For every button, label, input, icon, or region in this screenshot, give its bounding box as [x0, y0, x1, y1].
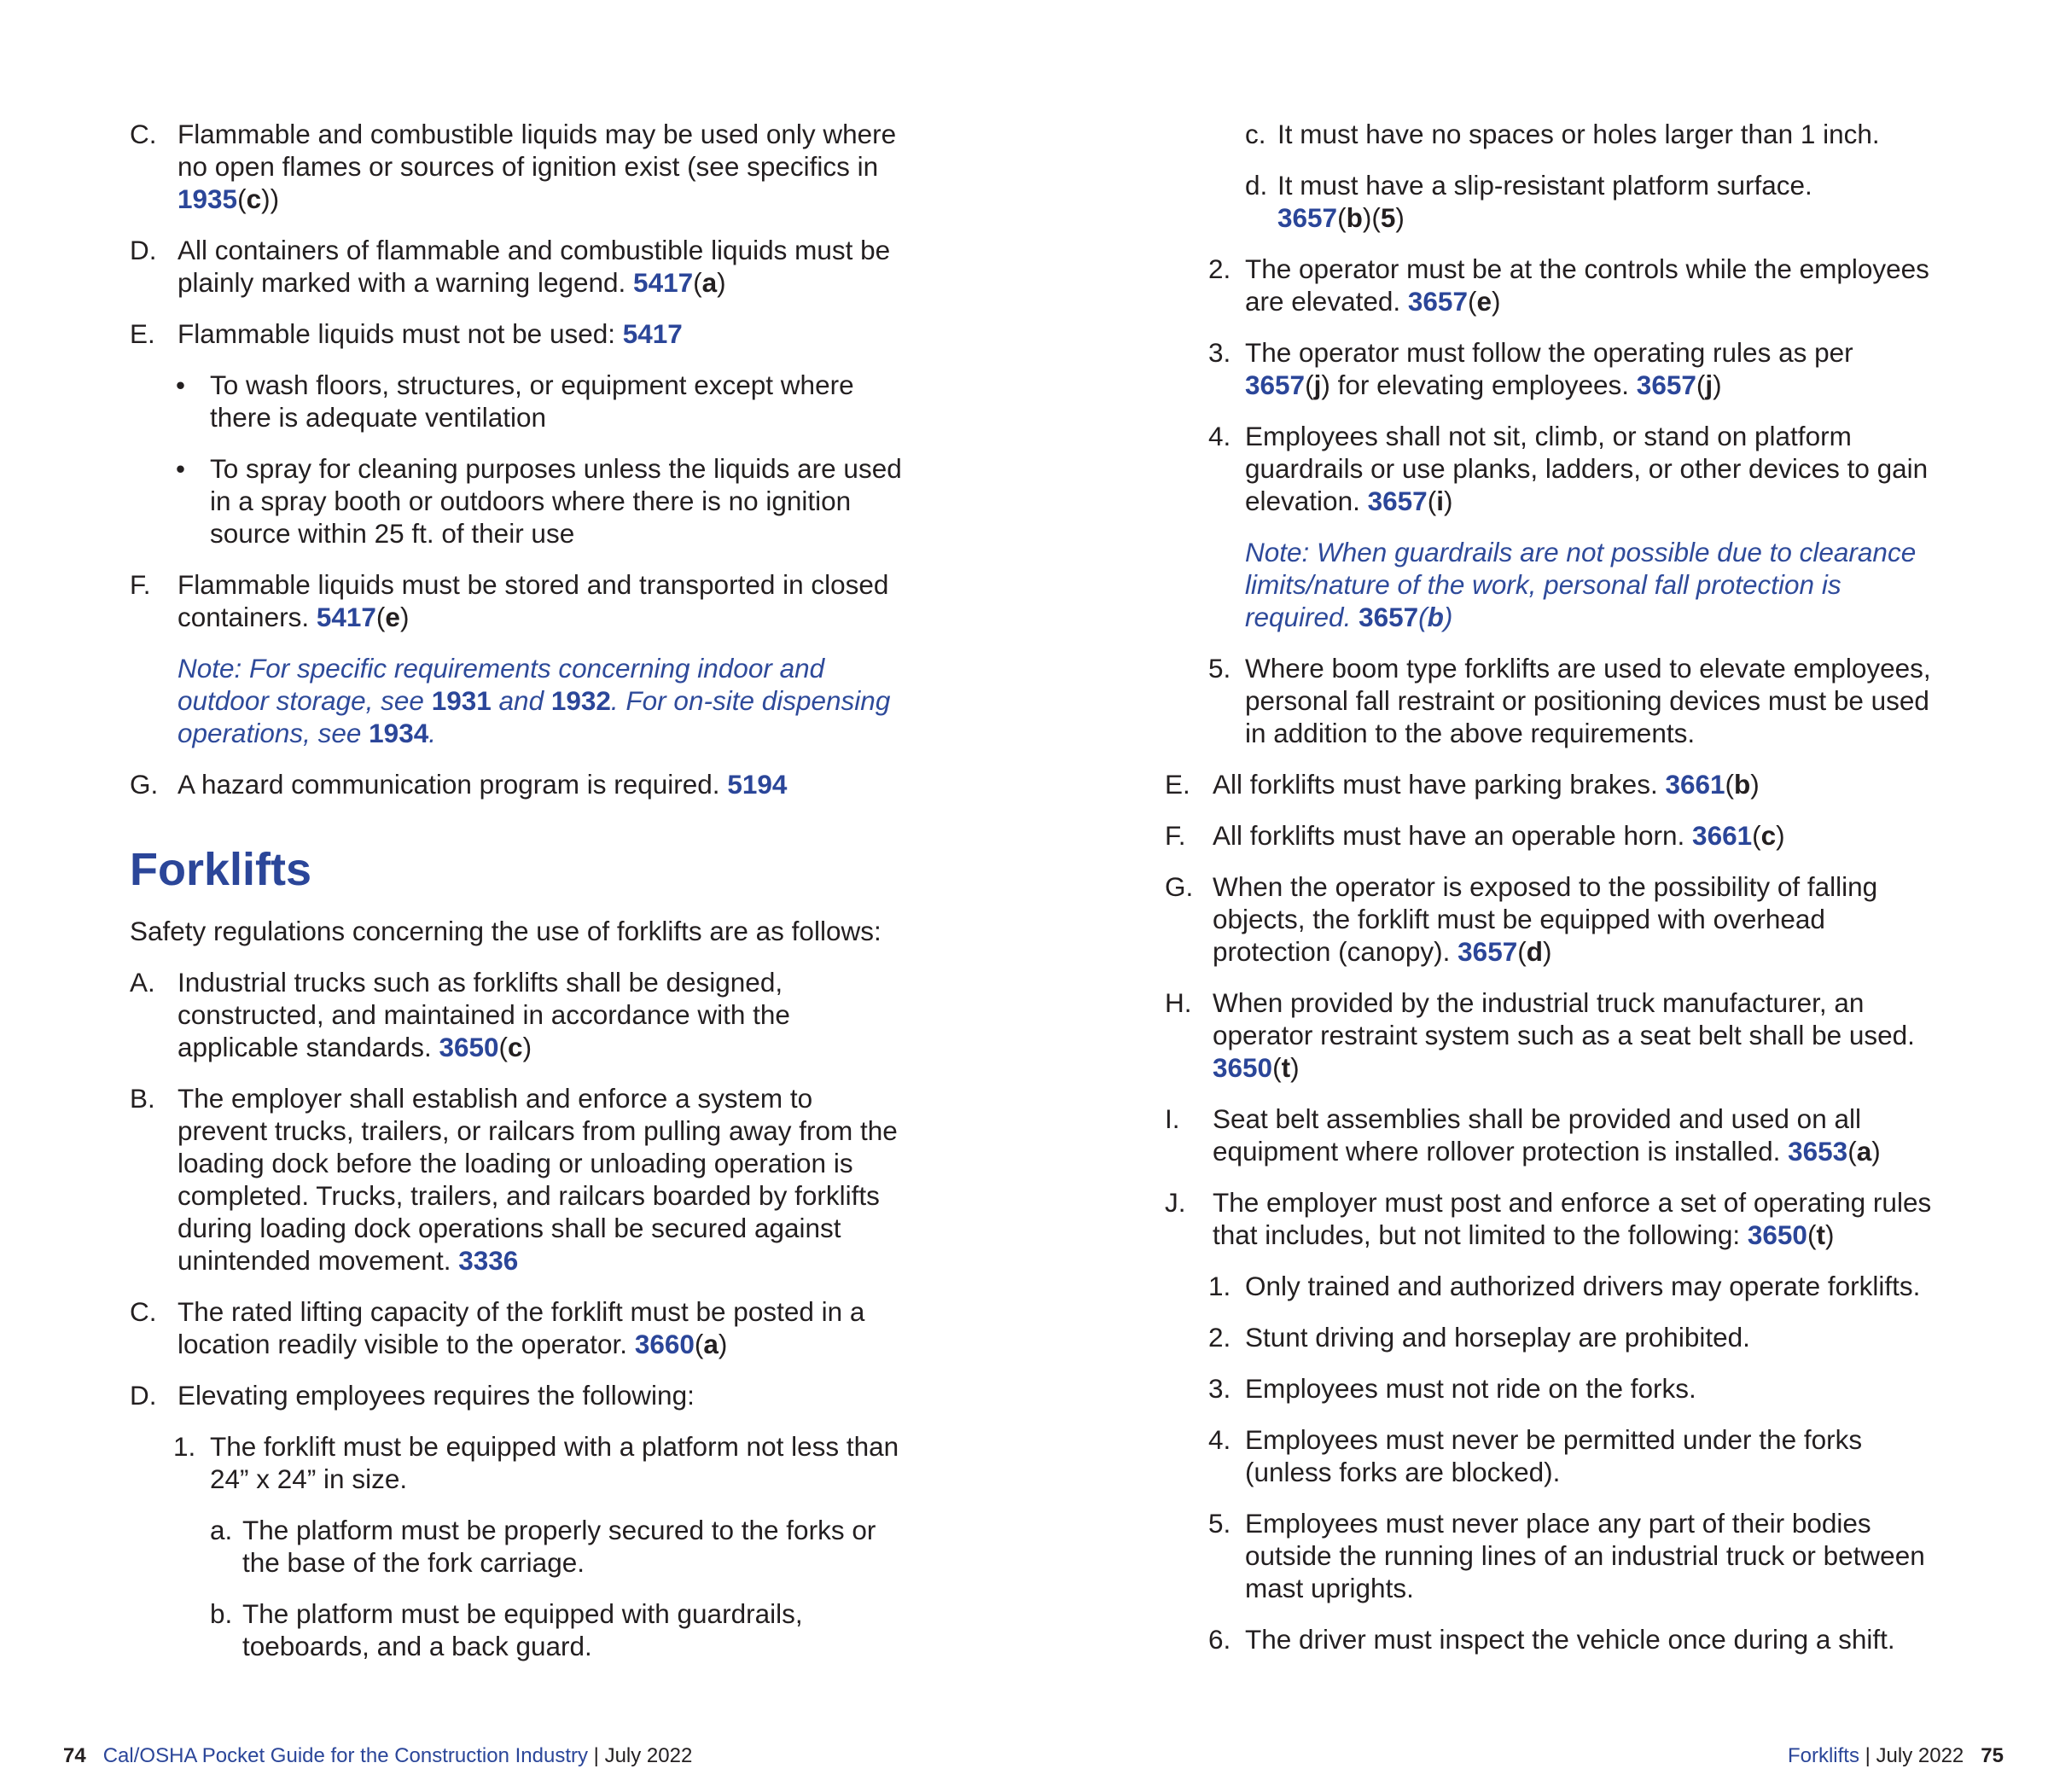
- item-text: The employer must post and enforce a set of operating rules that includes, but not limited to the following:: [1213, 1187, 1932, 1250]
- right-page-column: [1165, 118, 1950, 1674]
- paragraph-ref: c: [246, 183, 262, 214]
- item-text: Employees must never place any part of their bodies outside the running lines of an industrial truck or between mast uprights.: [1245, 1508, 1925, 1603]
- list-marker: 2.: [1208, 253, 1231, 284]
- regulation-ref[interactable]: 3661: [1665, 769, 1725, 800]
- forklift-item-I: I. Seat belt assemblies shall be provided and used on all equipment where rollover protection is installed. 3653(a): [1165, 1103, 1881, 1167]
- item-text: It must have no spaces or holes larger than 1 inch.: [1277, 119, 1880, 149]
- list-marker: G.: [1165, 871, 1194, 902]
- list-marker: 4.: [1208, 421, 1231, 451]
- bullet-item: [130, 452, 906, 550]
- bullet-marker: •: [176, 369, 186, 400]
- paragraph-ref: d: [1526, 936, 1543, 967]
- operating-rule: [1165, 1423, 1950, 1488]
- regulation-ref[interactable]: 1932: [550, 685, 611, 716]
- list-marker: 6.: [1208, 1624, 1231, 1655]
- item-text: When provided by the industrial truck manufacturer, an operator restraint system such as a seat belt shall be used.: [1213, 987, 1915, 1050]
- right-page-footer: [1788, 1743, 2004, 1769]
- forklift-item-G: G. When the operator is exposed to the possibility of falling objects, the forklift must be equipped with overhead protection (canopy). 3657(d): [1165, 871, 1878, 967]
- item-text: The platform must be properly secured to the forks or the base of the fork carriage.: [242, 1515, 876, 1578]
- page-number: 75: [1981, 1744, 2004, 1767]
- paragraph-ref: c: [1760, 820, 1777, 851]
- note-text: and: [491, 685, 551, 716]
- list-marker: B.: [130, 1083, 155, 1114]
- forklift-item-D5: [1165, 652, 1950, 749]
- left-page-footer: [63, 1743, 692, 1769]
- fall-protection-note: Note: When guardrails are not possible due to clearance limits/nature of the work, personal fall protection is required. 3657(b): [1245, 537, 1917, 632]
- list-marker: d.: [1245, 170, 1268, 201]
- list-item-E: [130, 317, 906, 350]
- paragraph-ref: j: [1705, 369, 1713, 400]
- operating-rule: [1165, 1321, 1950, 1353]
- bullet-text: To wash floors, structures, or equipment except where there is adequate ventilation: [210, 369, 854, 433]
- list-marker: 5.: [1208, 1508, 1231, 1539]
- paragraph-ref: b: [1427, 602, 1444, 632]
- page-number: 74: [63, 1744, 86, 1767]
- list-marker: F.: [1165, 820, 1186, 851]
- item-text: The employer shall establish and enforce a system to prevent trucks, trailers, or railcars from pulling away from the loading dock before the loading or unloading operation is completed. Trucks, trailers, and railcars boarded by forklifts during loading dock operations shall be secured against unintended movement.: [177, 1083, 898, 1276]
- list-item-G: [130, 768, 906, 800]
- paragraph-ref: a: [1856, 1136, 1872, 1167]
- note-text: Note: For specific requirements concerning indoor and outdoor storage, see: [177, 653, 825, 716]
- forklift-item-H: H. When provided by the industrial truck manufacturer, an operator restraint system such as a seat belt shall be used. 3650(t): [1165, 987, 1915, 1083]
- regulation-ref[interactable]: 1935: [177, 183, 238, 214]
- regulation-ref[interactable]: 3660: [634, 1329, 695, 1359]
- paragraph-ref: j: [1313, 369, 1322, 400]
- item-text: The operator must be at the controls while the employees are elevated.: [1245, 253, 1929, 317]
- item-text: Flammable and combustible liquids may be used only where no open flames or sources of ignition exist (see specifics in: [177, 119, 897, 182]
- list-marker: b.: [210, 1598, 233, 1629]
- footer-separator: |: [1859, 1744, 1876, 1767]
- list-marker: J.: [1165, 1187, 1186, 1218]
- list-marker: 4.: [1208, 1424, 1231, 1455]
- paragraph-ref: e: [385, 602, 400, 632]
- paragraph-ref: a: [701, 267, 718, 298]
- regulation-ref[interactable]: 3657: [1245, 369, 1306, 400]
- regulation-ref[interactable]: 3661: [1692, 820, 1753, 851]
- item-text: When the operator is exposed to the possibility of falling objects, the forklift must be equipped with overhead protection (canopy).: [1213, 871, 1878, 967]
- footer-separator: |: [587, 1744, 605, 1767]
- regulation-ref[interactable]: 3657: [1636, 369, 1696, 400]
- regulation-ref[interactable]: 3650: [439, 1032, 499, 1062]
- forklift-item-F: F. All forklifts must have an operable horn. 3661(c): [1165, 820, 1785, 851]
- forklift-item-D1d: d. It must have a slip-resistant platform surface. 3657(b)(5): [1245, 170, 1812, 233]
- list-marker: C.: [130, 1296, 157, 1327]
- list-marker: E.: [1165, 769, 1190, 800]
- forklift-item-D4: 4. Employees shall not sit, climb, or stand on platform guardrails or use planks, ladders, or other devices to gain elevation. 3657(i): [1208, 421, 1929, 516]
- list-marker: a.: [210, 1515, 233, 1545]
- paragraph-ref: b: [1346, 202, 1363, 233]
- section-intro: Safety regulations concerning the use of forklifts are as follows:: [130, 916, 881, 946]
- item-text: All containers of flammable and combustible liquids must be plainly marked with a warning legend.: [177, 235, 891, 298]
- list-marker: D.: [130, 235, 157, 265]
- list-marker: c.: [1245, 119, 1266, 149]
- paragraph-ref: e: [1476, 286, 1492, 317]
- bullet-text: To spray for cleaning purposes unless the liquids are used in a spray booth or outdoors where there is no ignition source within 25 ft. of their use: [210, 453, 902, 549]
- forklift-item-E: E. All forklifts must have parking brakes. 3661(b): [1165, 769, 1760, 800]
- paragraph-ref: c: [508, 1032, 523, 1062]
- bullet-item: [130, 369, 906, 433]
- regulation-ref[interactable]: 3657: [1457, 936, 1518, 967]
- item-text: It must have a slip-resistant platform surface.: [1277, 170, 1812, 201]
- list-marker: 2.: [1208, 1322, 1231, 1353]
- item-text: Employees shall not sit, climb, or stand on platform guardrails or use planks, ladders, or other devices to gain elevation.: [1245, 421, 1929, 516]
- regulation-ref[interactable]: 3650: [1213, 1052, 1273, 1083]
- forklift-item-D2: 2. The operator must be at the controls while the employees are elevated. 3657(e): [1208, 253, 1929, 317]
- operating-rule: [1165, 1372, 1950, 1405]
- list-marker: 1.: [173, 1431, 196, 1462]
- list-marker: E.: [130, 318, 155, 349]
- operating-rule: [1165, 1507, 1950, 1604]
- item-text: Stunt driving and horseplay are prohibited.: [1245, 1322, 1750, 1353]
- paragraph-ref: a: [703, 1329, 719, 1359]
- item-text: Elevating employees requires the following:: [177, 1380, 695, 1411]
- storage-note: [130, 652, 906, 749]
- forklift-item-A: A. Industrial trucks such as forklifts shall be designed, constructed, and maintained in accordance with the applicable standards. 3650(c): [130, 967, 790, 1062]
- regulation-ref[interactable]: 1931: [431, 685, 492, 716]
- paragraph-ref: b: [1734, 769, 1751, 800]
- forklift-item-D1b: [130, 1597, 906, 1662]
- item-text: Flammable liquids must not be used:: [177, 318, 623, 349]
- regulation-ref[interactable]: 3657: [1407, 286, 1468, 317]
- forklift-item-D1c: [1165, 118, 1950, 150]
- item-text: All forklifts must have parking brakes.: [1213, 769, 1666, 800]
- item-text: The driver must inspect the vehicle once during a shift.: [1245, 1624, 1895, 1655]
- forklift-item-B: [130, 1082, 906, 1277]
- note-text: Note: When guardrails are not possible due to clearance limits/nature of the work, personal fall protection is required.: [1245, 537, 1917, 632]
- item-text: Flammable liquids must be stored and transported in closed containers.: [177, 569, 889, 632]
- item-text: Employees must not ride on the forks.: [1245, 1373, 1696, 1404]
- regulation-ref[interactable]: 3653: [1788, 1136, 1848, 1167]
- item-text: Only trained and authorized drivers may operate forklifts.: [1245, 1271, 1921, 1301]
- regulation-ref[interactable]: 3650: [1747, 1219, 1807, 1250]
- operating-rule: [1165, 1270, 1950, 1302]
- paragraph-ref: i: [1436, 486, 1444, 516]
- footer-date: July 2022: [604, 1744, 693, 1767]
- item-text: for elevating employees.: [1329, 369, 1637, 400]
- note-text: . For on-site dispensing operations, see: [177, 685, 891, 748]
- list-marker: I.: [1165, 1103, 1180, 1134]
- list-marker: F.: [130, 569, 151, 600]
- list-marker: 1.: [1208, 1271, 1231, 1301]
- item-text: All forklifts must have an operable horn.: [1213, 820, 1693, 851]
- forklift-item-J: J. The employer must post and enforce a set of operating rules that includes, but not limited to the following: 3650(t): [1165, 1187, 1932, 1250]
- list-marker: D.: [130, 1380, 157, 1411]
- list-marker: 3.: [1208, 1373, 1231, 1404]
- regulation-ref[interactable]: 3657: [1277, 202, 1338, 233]
- list-item-F: F. Flammable liquids must be stored and transported in closed containers. 5417(e): [130, 569, 889, 632]
- paragraph-ref: 5: [1380, 202, 1396, 233]
- forklift-item-D1a: [130, 1514, 906, 1579]
- forklift-item-D: [130, 1379, 906, 1411]
- list-item-D: D. All containers of flammable and combustible liquids must be plainly marked with a warning legend. 5417(a): [130, 235, 891, 298]
- item-text: Employees must never be permitted under the forks (unless forks are blocked).: [1245, 1424, 1863, 1487]
- regulation-ref[interactable]: 5417: [316, 602, 376, 632]
- regulation-ref[interactable]: 3657: [1367, 486, 1428, 516]
- list-marker: G.: [130, 769, 159, 800]
- regulation-ref[interactable]: 5417: [633, 267, 694, 298]
- item-text: Seat belt assemblies shall be provided and used on all equipment where rollover protection is installed.: [1213, 1103, 1861, 1167]
- list-marker: H.: [1165, 987, 1192, 1018]
- paragraph-ref: t: [1816, 1219, 1825, 1250]
- operating-rule: [1165, 1623, 1950, 1655]
- item-text: Where boom type forklifts are used to elevate employees, personal fall restraint or positioning devices must be used in addition to the above requirements.: [1245, 653, 1931, 748]
- chapter-title: Forklifts: [1787, 1744, 1859, 1767]
- forklift-item-D3: 3. The operator must follow the operating rules as per 3657(j) for elevating employees. 3657(j): [1208, 337, 1853, 400]
- regulation-ref[interactable]: 5417: [622, 318, 683, 349]
- item-text: The operator must follow the operating rules as per: [1245, 337, 1853, 368]
- list-marker: 3.: [1208, 337, 1231, 368]
- regulation-ref[interactable]: 5194: [727, 769, 788, 800]
- book-title: Cal/OSHA Pocket Guide for the Construction Industry: [102, 1744, 588, 1767]
- regulation-ref[interactable]: 1934: [369, 718, 429, 748]
- paragraph-ref: t: [1281, 1052, 1291, 1083]
- forklift-item-C: C. The rated lifting capacity of the forklift must be posted in a location readily visible to the operator. 3660(a): [130, 1296, 865, 1359]
- item-text: Industrial trucks such as forklifts shall be designed, constructed, and maintained in accordance with the applicable standards.: [177, 967, 790, 1062]
- bullet-marker: •: [176, 453, 186, 484]
- item-text: The platform must be equipped with guardrails, toeboards, and a back guard.: [242, 1598, 803, 1661]
- section-heading: Forklifts: [130, 844, 312, 895]
- forklift-item-D1: [130, 1430, 906, 1495]
- regulation-ref[interactable]: 3336: [458, 1245, 519, 1276]
- list-marker: C.: [130, 119, 157, 149]
- list-item-C: C. Flammable and combustible liquids may be used only where no open flames or sources of ignition exist (see specifics in 1935(c)): [130, 119, 897, 214]
- footer-date: July 2022: [1876, 1744, 1964, 1767]
- list-marker: A.: [130, 967, 155, 998]
- list-marker: 5.: [1208, 653, 1231, 684]
- item-text: The forklift must be equipped with a platform not less than 24” x 24” in size.: [210, 1431, 899, 1494]
- regulation-ref[interactable]: 3657: [1359, 602, 1419, 632]
- note-text: .: [428, 718, 436, 748]
- item-text: A hazard communication program is required.: [177, 769, 728, 800]
- item-text: The rated lifting capacity of the forklift must be posted in a location readily visible to the operator.: [177, 1296, 865, 1359]
- left-page-column: [130, 118, 906, 1681]
